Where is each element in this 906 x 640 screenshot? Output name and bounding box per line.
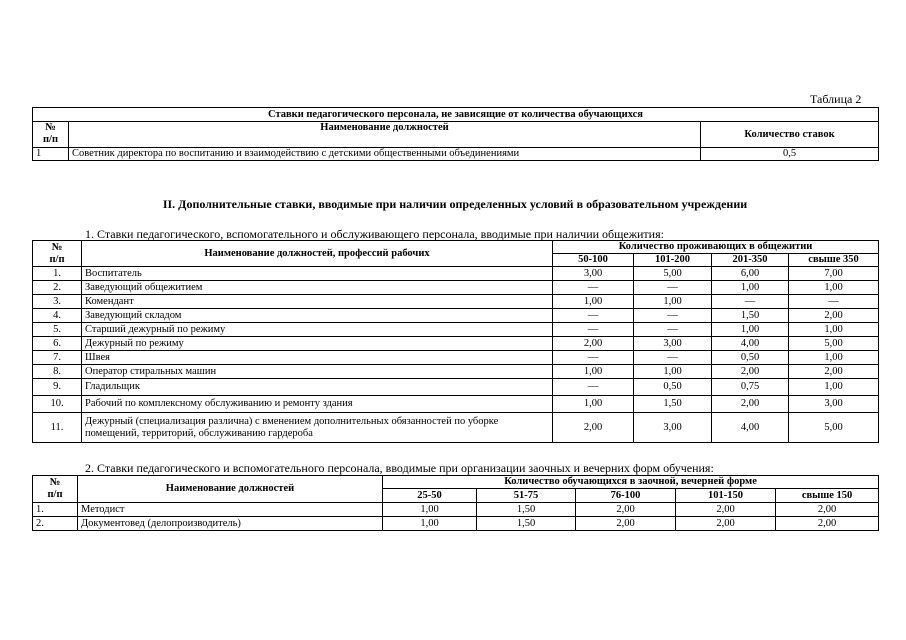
rate-value: 2,00 (712, 396, 789, 413)
rate-value: 1,50 (477, 517, 576, 531)
rate-value: — (553, 351, 634, 365)
table-row (33, 413, 879, 443)
rate-value: 0,50 (712, 351, 789, 365)
rate-value: 2,00 (576, 503, 676, 517)
table1-title: Ставки педагогического персонала, не зависящие от количества обучающихся (33, 108, 879, 122)
rate-value: 3,00 (634, 337, 712, 351)
rate-value: 1,00 (383, 517, 477, 531)
rate-value: 3,00 (553, 267, 634, 281)
table-label: Таблица 2 (810, 92, 862, 106)
position-name: Воспитатель (82, 267, 553, 281)
rate-value: 2,00 (553, 337, 634, 351)
table-row (33, 396, 879, 413)
rate-value: 4,00 (712, 337, 789, 351)
table3-col-name: Наименование должностей (78, 476, 383, 503)
rate-value: — (553, 281, 634, 295)
table-row (33, 148, 879, 161)
rate-value: 1,00 (634, 365, 712, 379)
table-row (33, 323, 879, 337)
position-name: Рабочий по комплексному обслуживанию и ремонту здания (82, 396, 553, 413)
rate-value: 1,00 (553, 365, 634, 379)
table2-subheader: 201-350 (712, 254, 789, 267)
row-number: 1. (33, 503, 78, 517)
position-name: Швея (82, 351, 553, 365)
table-row (33, 379, 879, 396)
rate-value: 2,00 (776, 503, 879, 517)
row-number: 2. (33, 281, 82, 295)
table3-caption: 2. Ставки педагогического и вспомогательного персонала, вводимые при организации заочных и вечерних форм обучения: (85, 461, 714, 475)
row-number: 9. (33, 379, 82, 396)
table2-col-num: № п/п (33, 241, 82, 267)
table1-col-num: № п/п (33, 122, 69, 148)
rate-value: 1,00 (789, 379, 879, 396)
rate-value: — (634, 309, 712, 323)
rate-value: — (712, 295, 789, 309)
rate-value: 1,00 (553, 396, 634, 413)
rate-value: 0,75 (712, 379, 789, 396)
rate-value: 3,00 (634, 413, 712, 443)
row-number: 7. (33, 351, 82, 365)
table-row (33, 295, 879, 309)
position-name: Дежурный (специализация различна) с вменением дополнительных обязанностей по уборке помещений, территорий, обслуживанию гардероба (82, 413, 553, 443)
table3-subheader: 51-75 (477, 489, 576, 503)
rate-value: 2,00 (712, 365, 789, 379)
table3-group-header: Количество обучающихся в заочной, вечерней форме (383, 476, 879, 489)
rate-value: 2,00 (676, 503, 776, 517)
table3-subheader: 76-100 (576, 489, 676, 503)
rate-value: 1,00 (553, 295, 634, 309)
table-row (33, 365, 879, 379)
table-row (33, 281, 879, 295)
rate-value: 5,00 (789, 337, 879, 351)
table-fixed-rates (32, 107, 879, 161)
rate-value: 0,50 (634, 379, 712, 396)
table-row (33, 503, 879, 517)
position-name: Методист (78, 503, 383, 517)
rate-value: 2,00 (553, 413, 634, 443)
table2-caption: 1. Ставки педагогического, вспомогательного и обслуживающего персонала, вводимые при наличии общежития: (85, 227, 664, 241)
position-name: Заведующий общежитием (82, 281, 553, 295)
row-number: 11. (33, 413, 82, 443)
rate-value: 2,00 (576, 517, 676, 531)
table-row (33, 309, 879, 323)
row-number: 1. (33, 267, 82, 281)
table-row (33, 517, 879, 531)
table2-group-header: Количество проживающих в общежитии (553, 241, 879, 254)
position-name: Оператор стиральных машин (82, 365, 553, 379)
row-number: 10. (33, 396, 82, 413)
position-name: Заведующий складом (82, 309, 553, 323)
rate-value: 4,00 (712, 413, 789, 443)
rate-value: 1,00 (789, 351, 879, 365)
row-number: 4. (33, 309, 82, 323)
table1-col-count: Количество ставок (701, 122, 879, 148)
rate-value: 3,00 (789, 396, 879, 413)
rate-value: 1,00 (712, 281, 789, 295)
rate-value: 2,00 (776, 517, 879, 531)
position-name: Гладильщик (82, 379, 553, 396)
position-name: Дежурный по режиму (82, 337, 553, 351)
table-row (33, 337, 879, 351)
rate-value: 1,50 (477, 503, 576, 517)
rate-value: 1,00 (712, 323, 789, 337)
rate-value: 0,5 (701, 148, 879, 161)
table2-col-name: Наименование должностей, профессий рабочих (82, 241, 553, 267)
rate-value: — (634, 281, 712, 295)
position-name: Документовед (делопроизводитель) (78, 517, 383, 531)
rate-value: 5,00 (634, 267, 712, 281)
rate-value: — (634, 323, 712, 337)
rate-value: 2,00 (789, 365, 879, 379)
rate-value: 6,00 (712, 267, 789, 281)
table3-subheader: 25-50 (383, 489, 477, 503)
rate-value: — (789, 295, 879, 309)
row-number: 2. (33, 517, 78, 531)
row-number: 5. (33, 323, 82, 337)
rate-value: 1,00 (634, 295, 712, 309)
position-name: Советник директора по воспитанию и взаимодействию с детскими общественными объединениями (69, 148, 701, 161)
section-heading: II. Дополнительные ставки, вводимые при наличии определенных условий в образовательном учреждении (162, 197, 748, 211)
table3-subheader: свыше 150 (776, 489, 879, 503)
rate-value: — (553, 379, 634, 396)
table1-col-name: Наименование должностей (69, 122, 701, 148)
row-number: 1 (33, 148, 69, 161)
rate-value: — (634, 351, 712, 365)
table2-subheader: 50-100 (553, 254, 634, 267)
row-number: 3. (33, 295, 82, 309)
rate-value: 7,00 (789, 267, 879, 281)
rate-value: 5,00 (789, 413, 879, 443)
rate-value: 1,00 (383, 503, 477, 517)
rate-value: 1,00 (789, 281, 879, 295)
position-name: Комендант (82, 295, 553, 309)
rate-value: — (553, 309, 634, 323)
position-name: Старший дежурный по режиму (82, 323, 553, 337)
rate-value: 1,50 (634, 396, 712, 413)
rate-value: 1,00 (789, 323, 879, 337)
table-row (33, 267, 879, 281)
table-row (33, 351, 879, 365)
row-number: 6. (33, 337, 82, 351)
rate-value: 2,00 (676, 517, 776, 531)
row-number: 8. (33, 365, 82, 379)
rate-value: 1,50 (712, 309, 789, 323)
table-evening-rates (32, 475, 879, 531)
table2-subheader: свыше 350 (789, 254, 879, 267)
table2-subheader: 101-200 (634, 254, 712, 267)
table-dormitory-rates (32, 240, 879, 443)
rate-value: — (553, 323, 634, 337)
rate-value: 2,00 (789, 309, 879, 323)
table3-subheader: 101-150 (676, 489, 776, 503)
table3-col-num: № п/п (33, 476, 78, 503)
